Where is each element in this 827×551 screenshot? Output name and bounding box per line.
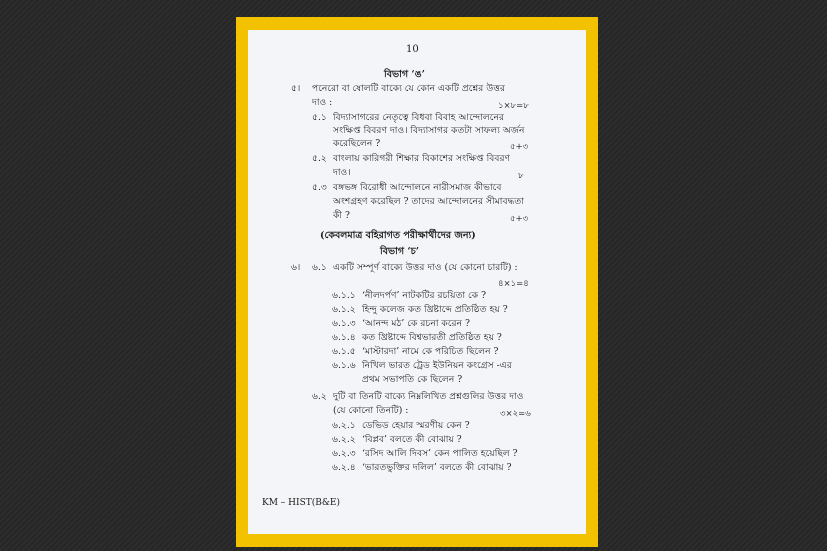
q6-2-2-number: ৬.২.২ xyxy=(332,434,356,445)
q5-3-number: ৫.৩ xyxy=(312,182,327,193)
q6-2-2-text: ‘বিপ্লব’ বলতে কী বোঝায় ? xyxy=(362,434,462,445)
q6-2-number: ৬.২ xyxy=(312,391,327,402)
q6-2-1-text: ডেভিড হেয়ার স্মরণীয় কেন ? xyxy=(362,420,470,431)
q5-2-line1: বাংলায় কারিগরী শিক্ষার বিকাশের সংক্ষিপ্ত বিবরণ xyxy=(333,153,511,164)
q6-1-1-number: ৬.১.১ xyxy=(332,290,356,301)
q6-1-5-number: ৬.১.৫ xyxy=(332,346,356,357)
q5-number: ৫। xyxy=(291,83,301,94)
q6-1-2-number: ৬.১.২ xyxy=(332,304,356,315)
q6-1-marks: ৪×১=৪ xyxy=(498,279,529,289)
q6-2-marks: ৩×২=৬ xyxy=(500,409,531,419)
section-f-title: বিভাগ ‘চ’ xyxy=(380,246,420,257)
q6-1-5-text: ‘মাস্টারদা’ নামে কে পরিচিত ছিলেন ? xyxy=(362,346,499,357)
q5-text-line2: দাও : xyxy=(312,97,333,108)
q6-2-4-number: ৬.২.৪ xyxy=(332,462,356,473)
section-e-title: বিভাগ ‘ঙ’ xyxy=(384,69,425,80)
q6-2-text-line2: (যে কোনো তিনটি) : xyxy=(333,405,409,416)
q6-1-1-text: ‘নীলদর্পণ’ নাটকটির রচয়িতা কে ? xyxy=(362,290,487,301)
external-candidates-note: (কেবলমাত্র বহিরাগত পরীক্ষার্থীদের জন্য) xyxy=(320,230,476,241)
q6-2-1-number: ৬.২.১ xyxy=(332,420,356,431)
q5-3-line3: কী ? xyxy=(333,210,350,221)
q5-3-line1: বঙ্গভঙ্গ বিরোধী আন্দোলনে নারীসমাজ কীভাবে xyxy=(333,182,502,193)
q6-2-3-text: ‘রসিদ আলি দিবস’ কেন পালিত হয়েছিল ? xyxy=(362,448,518,459)
q5-3-line2: অংশগ্রহণ করেছিল ? তাদের আন্দোলনের সীমাবদ্ধতা xyxy=(333,196,524,207)
q5-1-marks: ৫+৩ xyxy=(510,142,529,152)
q5-1-number: ৫.১ xyxy=(312,112,327,123)
q6-1-4-text: কত খ্রিষ্টাব্দে বিশ্বভারতী প্রতিষ্ঠিত হয় ? xyxy=(362,332,502,343)
q5-1-line1: বিদ্যাসাগরের নেতৃত্বে বিধবা বিবাহ আন্দোলনের xyxy=(333,112,505,123)
q6-1-6-text: নিখিল ভারত ট্রেড ইউনিয়ন কংগ্রেস -এর xyxy=(362,360,512,371)
q6-1-2-text: হিন্দু কলেজ কত খ্রিষ্টাব্দে প্রতিষ্ঠিত হয় ? xyxy=(362,304,508,315)
q6-1-3-number: ৬.১.৩ xyxy=(332,318,356,329)
q6-2-text-line1: দুটি বা তিনটি বাক্যে নিম্নলিখিত প্রশ্নগুলির উত্তর দাও xyxy=(333,391,524,402)
q5-3-marks: ৫+৩ xyxy=(510,214,529,224)
q6-1-text: একটি সম্পূর্ণ বাক্যে উত্তর দাও (যে কোনো চারটি) : xyxy=(333,262,518,273)
q6-number: ৬। xyxy=(291,262,301,273)
q6-2-4-text: ‘ভারতভুক্তির দলিল’ বলতে কী বোঝায় ? xyxy=(362,462,512,473)
q5-text-line1: পনেরো বা ষোলটি বাক্যে যে কোন একটি প্রশ্নের উত্তর xyxy=(312,83,506,94)
q6-1-6-number: ৬.১.৬ xyxy=(332,360,356,371)
q5-marks: ১×৮=৮ xyxy=(498,101,529,111)
q6-1-3-text: ‘আনন্দ মঠ’ কে রচনা করেন ? xyxy=(362,318,470,329)
q6-1-4-number: ৬.১.৪ xyxy=(332,332,356,343)
page-number: 10 xyxy=(406,44,419,55)
page-footer-code: KM – HIST(B&E) xyxy=(262,498,340,508)
q6-1-number: ৬.১ xyxy=(312,262,327,273)
exam-page xyxy=(248,30,586,534)
q5-2-marks: ৮ xyxy=(518,171,524,181)
q6-2-3-number: ৬.২.৩ xyxy=(332,448,356,459)
q5-2-line2: দাও। xyxy=(333,167,351,178)
q5-1-line3: করেছিলেন ? xyxy=(333,138,381,149)
q5-2-number: ৫.২ xyxy=(312,153,327,164)
q5-1-line2: সংক্ষিপ্ত বিবরণ দাও। বিদ্যাসাগর কতটা সাফল্য অর্জন xyxy=(333,125,525,136)
q6-1-6-text-line2: প্রথম সভাপতি কে ছিলেন ? xyxy=(362,374,463,385)
